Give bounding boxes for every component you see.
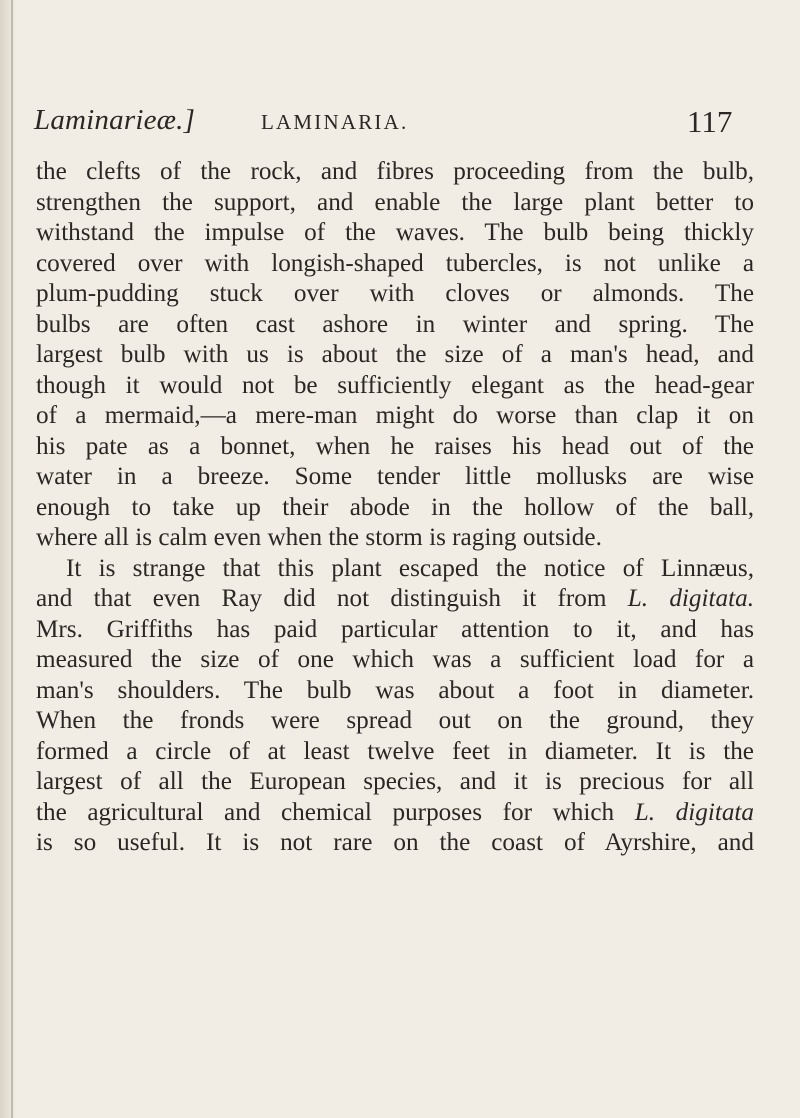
text-line: plum-pudding stuck over with cloves or almonds. The (36, 280, 754, 307)
text-line: withstand the impulse of the waves. The bulb being thickly (36, 219, 754, 246)
text-line: the clefts of the rock, and fibres proceeding from the bulb, (36, 158, 754, 185)
text-line (36, 828, 754, 859)
text-run: It is strange that this plant escaped the notice of Linnæus, (66, 554, 754, 582)
text-line: of a mermaid,—a mere-man might do worse than clap it on (36, 402, 754, 429)
text-line (36, 676, 754, 707)
text-line: bulbs are often cast ashore in winter and spring. The (36, 310, 754, 338)
text-line (36, 645, 754, 676)
text-line: enough to take up their abode in the hollow of the ball, (36, 493, 754, 521)
text-run: man's shoulders. The bulb was about a foot in diameter. (36, 676, 754, 704)
text-line: where all is calm even when the storm is raging outside. (36, 524, 602, 551)
text-line: though it would not be sufficiently elegant as the head-gear (36, 371, 754, 399)
text-line (36, 767, 754, 798)
text-line (36, 584, 754, 615)
text-run: Mrs. Griffiths has paid particular attention to it, and has (36, 615, 754, 643)
page-binding-shadow (0, 0, 16, 1118)
page-number: 117 (687, 104, 733, 139)
text-run: largest of all the European species, and it is precious for all (36, 768, 754, 795)
running-head (34, 104, 754, 140)
text-run: formed a circle of at least twelve feet in diameter. It is the (36, 737, 754, 765)
text-run: the agricultural and chemical purposes for which (36, 798, 635, 826)
text-line: largest bulb with us is about the size of a man's head, and (36, 341, 754, 368)
paragraph-2 (36, 554, 754, 859)
body-text (36, 157, 754, 859)
book-page (34, 0, 774, 1118)
species-name: L. digitata (634, 798, 755, 826)
text-line (36, 554, 754, 585)
text-line (36, 798, 754, 829)
text-run: and that even Ray did not distinguish it from (36, 585, 628, 612)
running-head-section: Laminarieæ.] (34, 104, 196, 136)
text-line: covered over with longish-shaped tubercles, is not unlike a (36, 249, 754, 277)
text-line: his pate as a bonnet, when he raises his head out of the (36, 432, 754, 460)
running-head-title: LAMINARIA. (261, 110, 409, 134)
text-line (36, 706, 754, 737)
text-line (36, 737, 754, 768)
text-run: measured the size of one which was a sufficient load for a (36, 646, 754, 673)
text-run: is so useful. It is not rare on the coast of Ayrshire, and (36, 829, 754, 856)
species-name: L. digitata. (627, 585, 754, 612)
page-binding-edge (11, 0, 13, 1118)
text-line: water in a breeze. Some tender little mollusks are wise (36, 463, 754, 490)
text-run: When the fronds were spread out on the ground, they (36, 707, 754, 734)
text-line: strengthen the support, and enable the large plant better to (36, 188, 754, 216)
text-line (36, 615, 754, 646)
paragraph-1 (36, 157, 754, 554)
